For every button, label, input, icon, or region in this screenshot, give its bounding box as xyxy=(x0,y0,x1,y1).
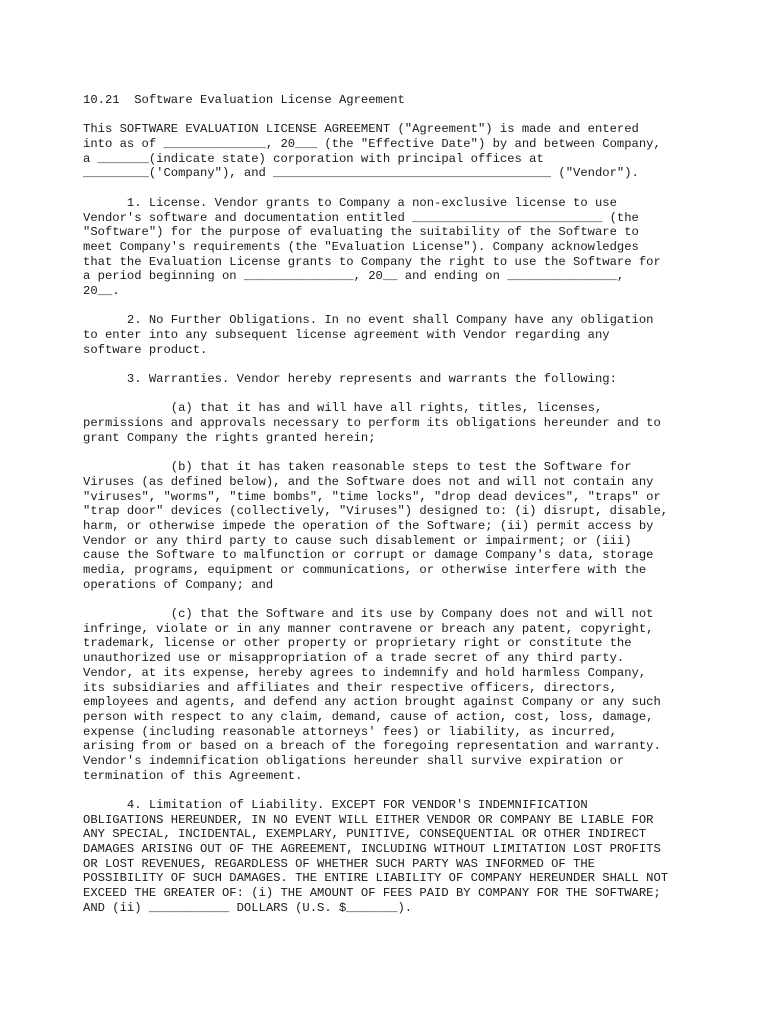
text-line: EXCEED THE GREATER OF: (i) THE AMOUNT OF FEES PAID BY COMPANY FOR THE SOFTWARE; xyxy=(83,886,661,901)
text-line: 4. Limitation of Liability. EXCEPT FOR VENDOR'S INDEMNIFICATION xyxy=(83,798,588,812)
section-3c-infringement xyxy=(83,607,703,783)
text-line: 3. Warranties. Vendor hereby represents and warrants the following: xyxy=(83,372,617,387)
text-line: trademark, license or other property or proprietary right or constitute the xyxy=(83,636,632,651)
text-line: a _______(indicate state) corporation with principal offices at xyxy=(83,151,544,166)
text-line: "Software") for the purpose of evaluating the suitability of the Software to xyxy=(83,225,639,240)
text-line: 1. License. Vendor grants to Company a non-exclusive license to use xyxy=(83,195,617,210)
text-line: its subsidiaries and affiliates and their respective officers, directors, xyxy=(83,680,617,695)
section-4-limitation-of-liability xyxy=(83,798,703,916)
text-line: Vendor's software and documentation entitled __________________________ (the xyxy=(83,210,639,225)
text-line: arising from or based on a breach of the foregoing representation and warranty. xyxy=(83,739,661,754)
text-line: permissions and approvals necessary to perform its obligations hereunder and to xyxy=(83,416,661,431)
text-line: AND (ii) ___________ DOLLARS (U.S. $_______). xyxy=(83,900,413,915)
text-line: DAMAGES ARISING OUT OF THE AGREEMENT, INCLUDING WITHOUT LIMITATION LOST PROFITS xyxy=(83,842,661,857)
section-3b-viruses xyxy=(83,460,703,592)
section-1-license xyxy=(83,196,703,299)
text-line: This SOFTWARE EVALUATION LICENSE AGREEMENT ("Agreement") is made and entered xyxy=(83,122,639,137)
text-line: employees and agents, and defend any action brought against Company or any such xyxy=(83,695,661,710)
text-line: termination of this Agreement. xyxy=(83,768,303,783)
text-line: 2. No Further Obligations. In no event shall Company have any obligation xyxy=(83,313,654,328)
text-line: expense (including reasonable attorneys' fees) or liability, as incurred, xyxy=(83,724,617,739)
text-line: Viruses (as defined below), and the Software does not and will not contain any xyxy=(83,474,654,489)
text-line: harm, or otherwise impede the operation of the Software; (ii) permit access by xyxy=(83,518,654,533)
text-line: "trap door" devices (collectively, "Viruses") designed to: (i) disrupt, disable, xyxy=(83,504,669,519)
text-line: cause the Software to malfunction or corrupt or damage Company's data, storage xyxy=(83,548,654,563)
text-line: software product. xyxy=(83,342,208,357)
document-page xyxy=(83,93,703,916)
text-line: a period beginning on _______________, 20__ and ending on _______________, xyxy=(83,269,625,284)
text-line: to enter into any subsequent license agreement with Vendor regarding any xyxy=(83,328,610,342)
text-line: ANY SPECIAL, INCIDENTAL, EXEMPLARY, PUNITIVE, CONSEQUENTIAL OR OTHER INDIRECT xyxy=(83,827,647,842)
text-line: grant Company the rights granted herein; xyxy=(83,430,376,445)
text-line: OR LOST REVENUES, REGARDLESS OF WHETHER SUCH PARTY WAS INFORMED OF THE xyxy=(83,856,595,871)
text-line: unauthorized use or misappropriation of a trade secret of any third party. xyxy=(83,651,625,666)
text-line: (b) that it has taken reasonable steps to test the Software for xyxy=(83,460,632,475)
text-line: _________('Company"), and ______________________________________ ("Vendor"). xyxy=(83,166,639,181)
text-line: Vendor, at its expense, hereby agrees to indemnify and hold harmless Company, xyxy=(83,665,647,680)
text-line: OBLIGATIONS HEREUNDER, IN NO EVENT WILL EITHER VENDOR OR COMPANY BE LIABLE FOR xyxy=(83,812,654,827)
intro-paragraph xyxy=(83,122,703,181)
text-line: Vendor's indemnification obligations hereunder shall survive expiration or xyxy=(83,753,625,768)
text-line: infringe, violate or in any manner contravene or breach any patent, copyright, xyxy=(83,621,654,636)
text-line: media, programs, equipment or communications, or otherwise interfere with the xyxy=(83,563,647,577)
text-line: POSSIBILITY OF SUCH DAMAGES. THE ENTIRE LIABILITY OF COMPANY HEREUNDER SHALL NOT xyxy=(83,871,669,886)
document-heading: 10.21 Software Evaluation License Agreement xyxy=(83,93,405,107)
text-line: meet Company's requirements (the "Evaluation License"). Company acknowledges xyxy=(83,239,639,254)
text-line: 20__. xyxy=(83,283,120,298)
text-line: person with respect to any claim, demand, cause of action, cost, loss, damage, xyxy=(83,709,654,724)
text-line: (a) that it has and will have all rights, titles, licenses, xyxy=(83,401,603,416)
section-3-warranties xyxy=(83,372,703,387)
text-line: "viruses", "worms", "time bombs", "time locks", "drop dead devices", "traps" or xyxy=(83,489,661,504)
text-line: that the Evaluation License grants to Company the right to use the Software for xyxy=(83,254,661,269)
text-line: into as of ______________, 20___ (the "Effective Date") by and between Company, xyxy=(83,137,661,152)
text-line: (c) that the Software and its use by Company does not and will not xyxy=(83,607,654,622)
section-3a-rights xyxy=(83,401,703,445)
text-line: operations of Company; and xyxy=(83,577,274,592)
section-2-no-further-obligations xyxy=(83,313,703,357)
text-line: Vendor or any third party to cause such disablement or impairment; or (iii) xyxy=(83,533,632,548)
